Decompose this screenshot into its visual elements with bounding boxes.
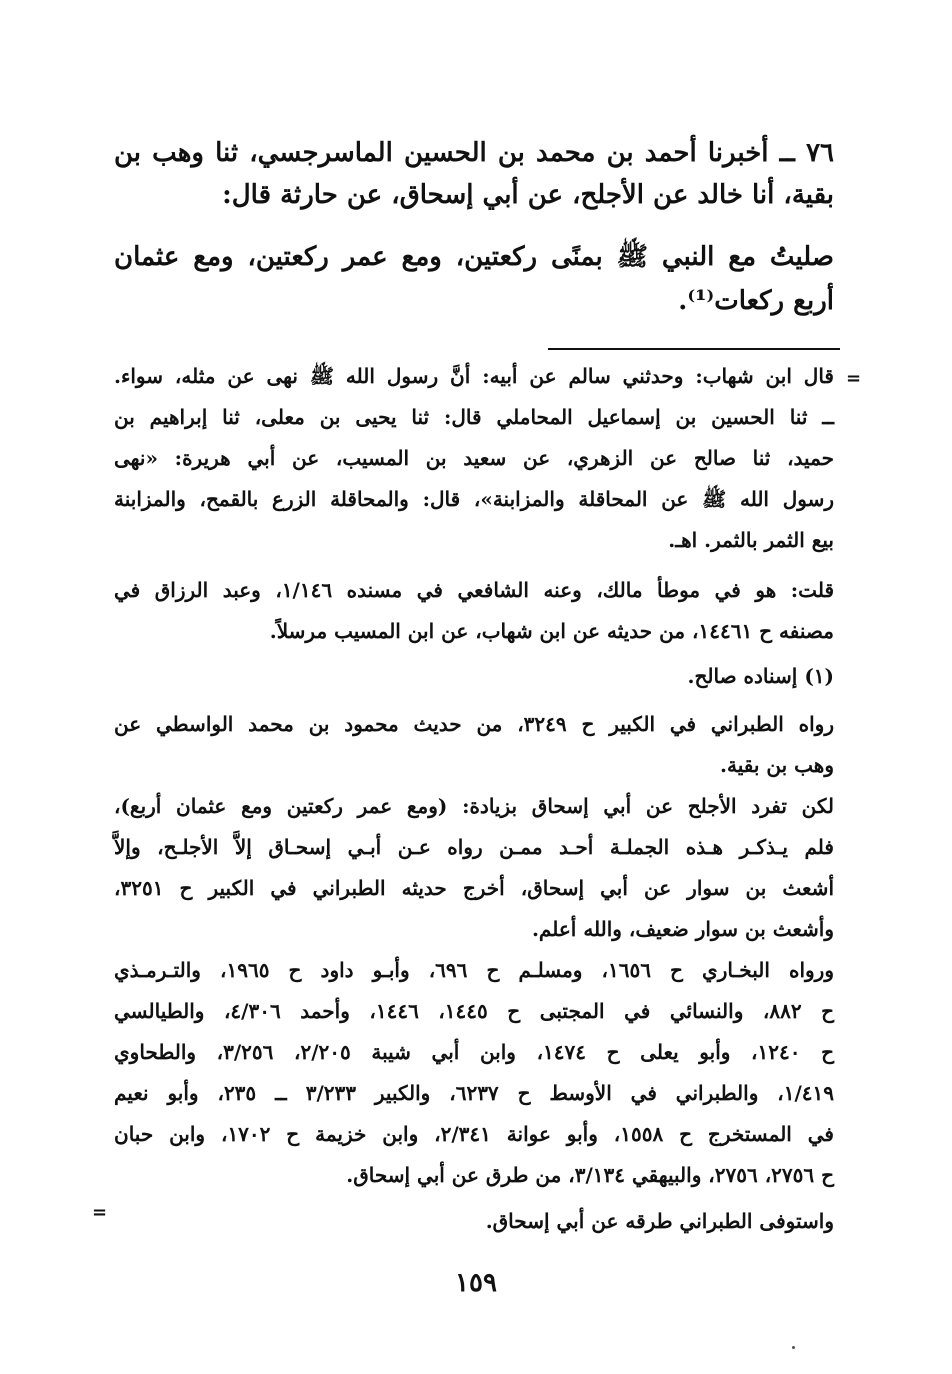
note-line-3: حميد، ثنا صالح عن الزهري، عن سعيد بن المسيب، عن أبي هريرة: «نهى [114, 446, 834, 470]
main-text-line-4: أربع ركعات⁽¹⁾. [678, 286, 834, 316]
note-line-1: قال ابن شهاب: وحدثني سالم عن أبيه: أنَّ رسول الله ﷺ نهى عن مثله، سواء. [114, 364, 834, 388]
note-line-5: بيع الثمر بالثمر. اهـ. [668, 528, 834, 552]
note-line-7: مصنفه ح ١٤٤٦١، من حديثه عن ابن شهاب، عن ابن المسيب مرسلاً. [269, 619, 834, 643]
footnote-line-7: ورواه البخـاري ح ١٦٥٦، ومسلـم ح ٦٩٦، وأبـو داود ح ١٩٦٥، والتـرمـذي [114, 958, 834, 982]
scan-speck [792, 1346, 795, 1349]
footnote-line-5: أشعث بن سوار عن أبي إسحاق، أخرج حديثه الطبراني في الكبير ح ٣٢٥١، [114, 876, 834, 900]
footnote-line-10: ١/٤١٩، والطبراني في الأوسط ح ٦٢٣٧، والكبير ٣/٢٣٣ ــ ٢٣٥، وأبو نعيم [114, 1081, 834, 1105]
footnote-separator [548, 348, 840, 350]
footnote-line-4: فلم يـذكـر هـذه الجملـة أحـد ممـن رواه عـن أبـي إسحـاق إلاَّ الأجلـح، وإلاَّ [114, 835, 834, 859]
footnote-1-heading: (١) إسناده صالح. [687, 664, 834, 688]
continuation-mark-top: = [846, 368, 862, 389]
note-line-4: رسول الله ﷺ عن المحاقلة والمزابنة»، قال: والمحاقلة الزرع بالقمح، والمزابنة [114, 487, 834, 511]
continuation-mark-bottom: = [92, 1202, 108, 1223]
main-text-line-1: ٧٦ ــ أخبرنا أحمد بن محمد بن الحسين الماسرجسي، ثنا وهب بن [114, 138, 834, 168]
page-number: ١٥٩ [455, 1268, 497, 1298]
footnote-line-11: في المستخرج ح ١٥٥٨، وأبو عوانة ٢/٣٤١، وابن خزيمة ح ١٧٠٢، وابن حبان [114, 1122, 834, 1146]
footnote-line-2: وهب بن بقية. [720, 753, 834, 777]
footnote-line-9: ح ١٢٤٠، وأبو يعلى ح ١٤٧٤، وابن أبي شيبة ٢/٢٠٥، ٣/٢٥٦، والطحاوي [114, 1040, 835, 1064]
note-line-6: قلت: هو في موطأ مالك، وعنه الشافعي في مسنده ١/١٤٦، وعبد الرزاق في [114, 578, 835, 602]
note-line-2: ــ ثنا الحسين بن إسماعيل المحاملي قال: ثنا يحيى بن معلى، ثنا إبراهيم بن [114, 405, 834, 429]
footnote-line-1: رواه الطبراني في الكبير ح ٣٢٤٩، من حديث محمود بن محمد الواسطي عن [114, 712, 834, 736]
main-text-line-3: صليتُ مع النبي ﷺ بمنًى ركعتين، ومع عمر ركعتين، ومع عثمان [114, 242, 834, 272]
footnote-line-12: ح ٢٧٥٦، ٢٧٥٦، والبيهقي ٣/١٣٤، من طرق عن أبي إسحاق. [346, 1163, 834, 1187]
footnote-line-6: وأشعث بن سوار ضعيف، والله أعلم. [531, 917, 834, 941]
footnote-line-13: واستوفى الطبراني طرقه عن أبي إسحاق. [485, 1209, 834, 1233]
footnote-line-3: لكن تفرد الأجلح عن أبي إسحاق بزيادة: (ومع عمر ركعتين ومع عثمان أربع)، [114, 794, 834, 818]
main-text-line-2: بقية، أنا خالد عن الأجلح، عن أبي إسحاق، عن حارثة قال: [222, 180, 834, 210]
footnote-line-8: ح ٨٨٢، والنسائي في المجتبى ح ١٤٤٥، ١٤٤٦، وأحمد ٤/٣٠٦، والطيالسي [114, 999, 834, 1023]
